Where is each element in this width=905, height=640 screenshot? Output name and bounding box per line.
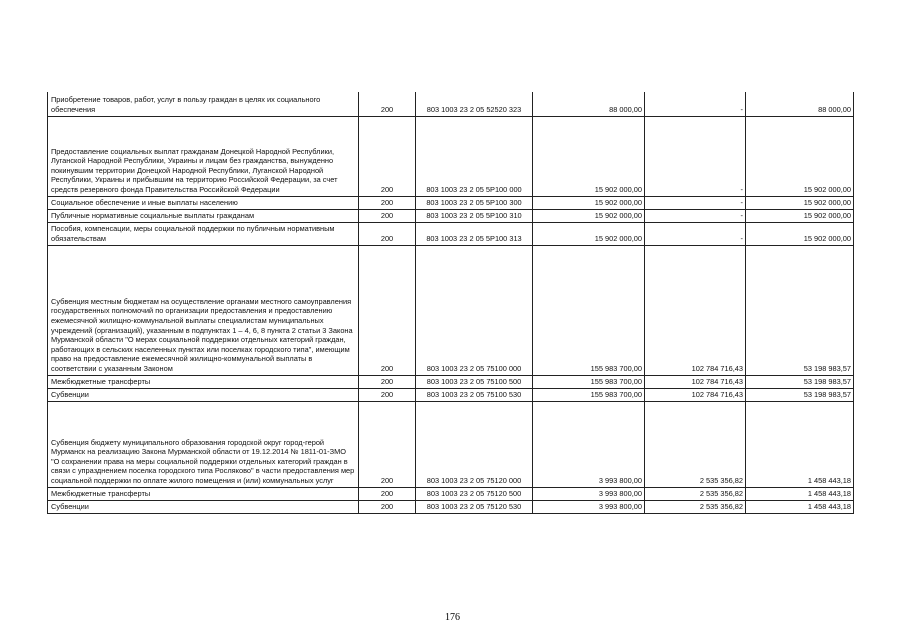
row-name: Приобретение товаров, работ, услуг в пользу граждан в целях их социального обеспечения: [48, 92, 359, 116]
classification-code: 803 1003 23 2 05 75100 530: [416, 388, 533, 401]
admin-code: 200: [359, 196, 416, 209]
classification-code: 803 1003 23 2 05 5Р100 313: [416, 222, 533, 245]
executed-amount: -: [645, 222, 746, 245]
table-row: [48, 375, 854, 388]
classification-code: 803 1003 23 2 05 5Р100 300: [416, 196, 533, 209]
remainder-amount: 1 458 443,18: [746, 487, 854, 500]
row-name: Предоставление социальных выплат гражданам Донецкой Народной Республики, Луганской Народной Республики, Украины и лицам без гражданства, вынужденно покинувшим территории Донецкой Народной Республики, Луганской Народной Республики, Украины и прибывшим на территорию Российской Федерации, за счет средств резервного фонда Правительства Российской Федерации: [48, 116, 359, 196]
remainder-amount: 15 902 000,00: [746, 222, 854, 245]
executed-amount: 2 535 356,82: [645, 487, 746, 500]
classification-code: 803 1003 23 2 05 5Р100 000: [416, 116, 533, 196]
remainder-amount: 53 198 983,57: [746, 245, 854, 375]
row-name: Социальное обеспечение и иные выплаты населению: [48, 196, 359, 209]
admin-code: 200: [359, 209, 416, 222]
budget-table: [47, 92, 854, 514]
row-name: Субвенции: [48, 500, 359, 513]
remainder-amount: 53 198 983,57: [746, 375, 854, 388]
page-number: 176: [445, 612, 460, 623]
table-row: [48, 222, 854, 245]
executed-amount: 102 784 716,43: [645, 245, 746, 375]
plan-amount: 3 993 800,00: [533, 500, 645, 513]
plan-amount: 88 000,00: [533, 92, 645, 116]
table-row: [48, 401, 854, 487]
table-row: [48, 500, 854, 513]
remainder-amount: 15 902 000,00: [746, 209, 854, 222]
plan-amount: 15 902 000,00: [533, 116, 645, 196]
classification-code: 803 1003 23 2 05 75120 500: [416, 487, 533, 500]
table-row: [48, 116, 854, 196]
admin-code: 200: [359, 375, 416, 388]
row-name: Публичные нормативные социальные выплаты гражданам: [48, 209, 359, 222]
classification-code: 803 1003 23 2 05 75100 500: [416, 375, 533, 388]
row-name: Межбюджетные трансферты: [48, 487, 359, 500]
row-name: Пособия, компенсации, меры социальной поддержки по публичным нормативным обязательствам: [48, 222, 359, 245]
remainder-amount: 88 000,00: [746, 92, 854, 116]
plan-amount: 15 902 000,00: [533, 222, 645, 245]
admin-code: 200: [359, 500, 416, 513]
table-row: [48, 487, 854, 500]
executed-amount: -: [645, 196, 746, 209]
row-name: Субвенции: [48, 388, 359, 401]
remainder-amount: 15 902 000,00: [746, 196, 854, 209]
admin-code: 200: [359, 116, 416, 196]
plan-amount: 15 902 000,00: [533, 209, 645, 222]
table-row: [48, 209, 854, 222]
plan-amount: 155 983 700,00: [533, 375, 645, 388]
remainder-amount: 1 458 443,18: [746, 500, 854, 513]
table-row: [48, 92, 854, 116]
table-row: [48, 245, 854, 375]
admin-code: 200: [359, 92, 416, 116]
remainder-amount: 15 902 000,00: [746, 116, 854, 196]
plan-amount: 15 902 000,00: [533, 196, 645, 209]
admin-code: 200: [359, 487, 416, 500]
executed-amount: -: [645, 116, 746, 196]
admin-code: 200: [359, 222, 416, 245]
admin-code: 200: [359, 245, 416, 375]
executed-amount: 2 535 356,82: [645, 500, 746, 513]
plan-amount: 3 993 800,00: [533, 401, 645, 487]
executed-amount: -: [645, 209, 746, 222]
row-name: Межбюджетные трансферты: [48, 375, 359, 388]
executed-amount: 102 784 716,43: [645, 375, 746, 388]
plan-amount: 155 983 700,00: [533, 388, 645, 401]
table-row: [48, 388, 854, 401]
classification-code: 803 1003 23 2 05 5Р100 310: [416, 209, 533, 222]
executed-amount: 102 784 716,43: [645, 388, 746, 401]
admin-code: 200: [359, 388, 416, 401]
remainder-amount: 53 198 983,57: [746, 388, 854, 401]
executed-amount: -: [645, 92, 746, 116]
classification-code: 803 1003 23 2 05 75100 000: [416, 245, 533, 375]
classification-code: 803 1003 23 2 05 52520 323: [416, 92, 533, 116]
plan-amount: 3 993 800,00: [533, 487, 645, 500]
table-row: [48, 196, 854, 209]
plan-amount: 155 983 700,00: [533, 245, 645, 375]
row-name: Субвенция бюджету муниципального образования городской округ город-герой Мурманск на реализацию Закона Мурманской области от 19.12.2014 № 1811-01-ЗМО "О сохранении права на меры социальной поддержки отдельных категорий граждан в связи с упразднением поселка городского типа Росляково" в части предоставления мер социальной поддержки по оплате жилого помещения и (или) коммунальных услуг: [48, 401, 359, 487]
remainder-amount: 1 458 443,18: [746, 401, 854, 487]
admin-code: 200: [359, 401, 416, 487]
classification-code: 803 1003 23 2 05 75120 000: [416, 401, 533, 487]
executed-amount: 2 535 356,82: [645, 401, 746, 487]
row-name: Субвенция местным бюджетам на осуществление органами местного самоуправления государственных полномочий по организации предоставления и предоставлению ежемесячной жилищно-коммунальной выплаты специалистам муниципальных учреждений (организаций), указанным в подпунктах 1 – 4, 6, 8 пункта 2 статьи 3 Закона Мурманской области "О мерах социальной поддержки отдельных категорий граждан, работающих в сельских населенных пунктах или поселках городского типа", имеющим право на предоставление ежемесячной жилищно-коммунальной выплаты в соответствии с указанным Законом: [48, 245, 359, 375]
classification-code: 803 1003 23 2 05 75120 530: [416, 500, 533, 513]
